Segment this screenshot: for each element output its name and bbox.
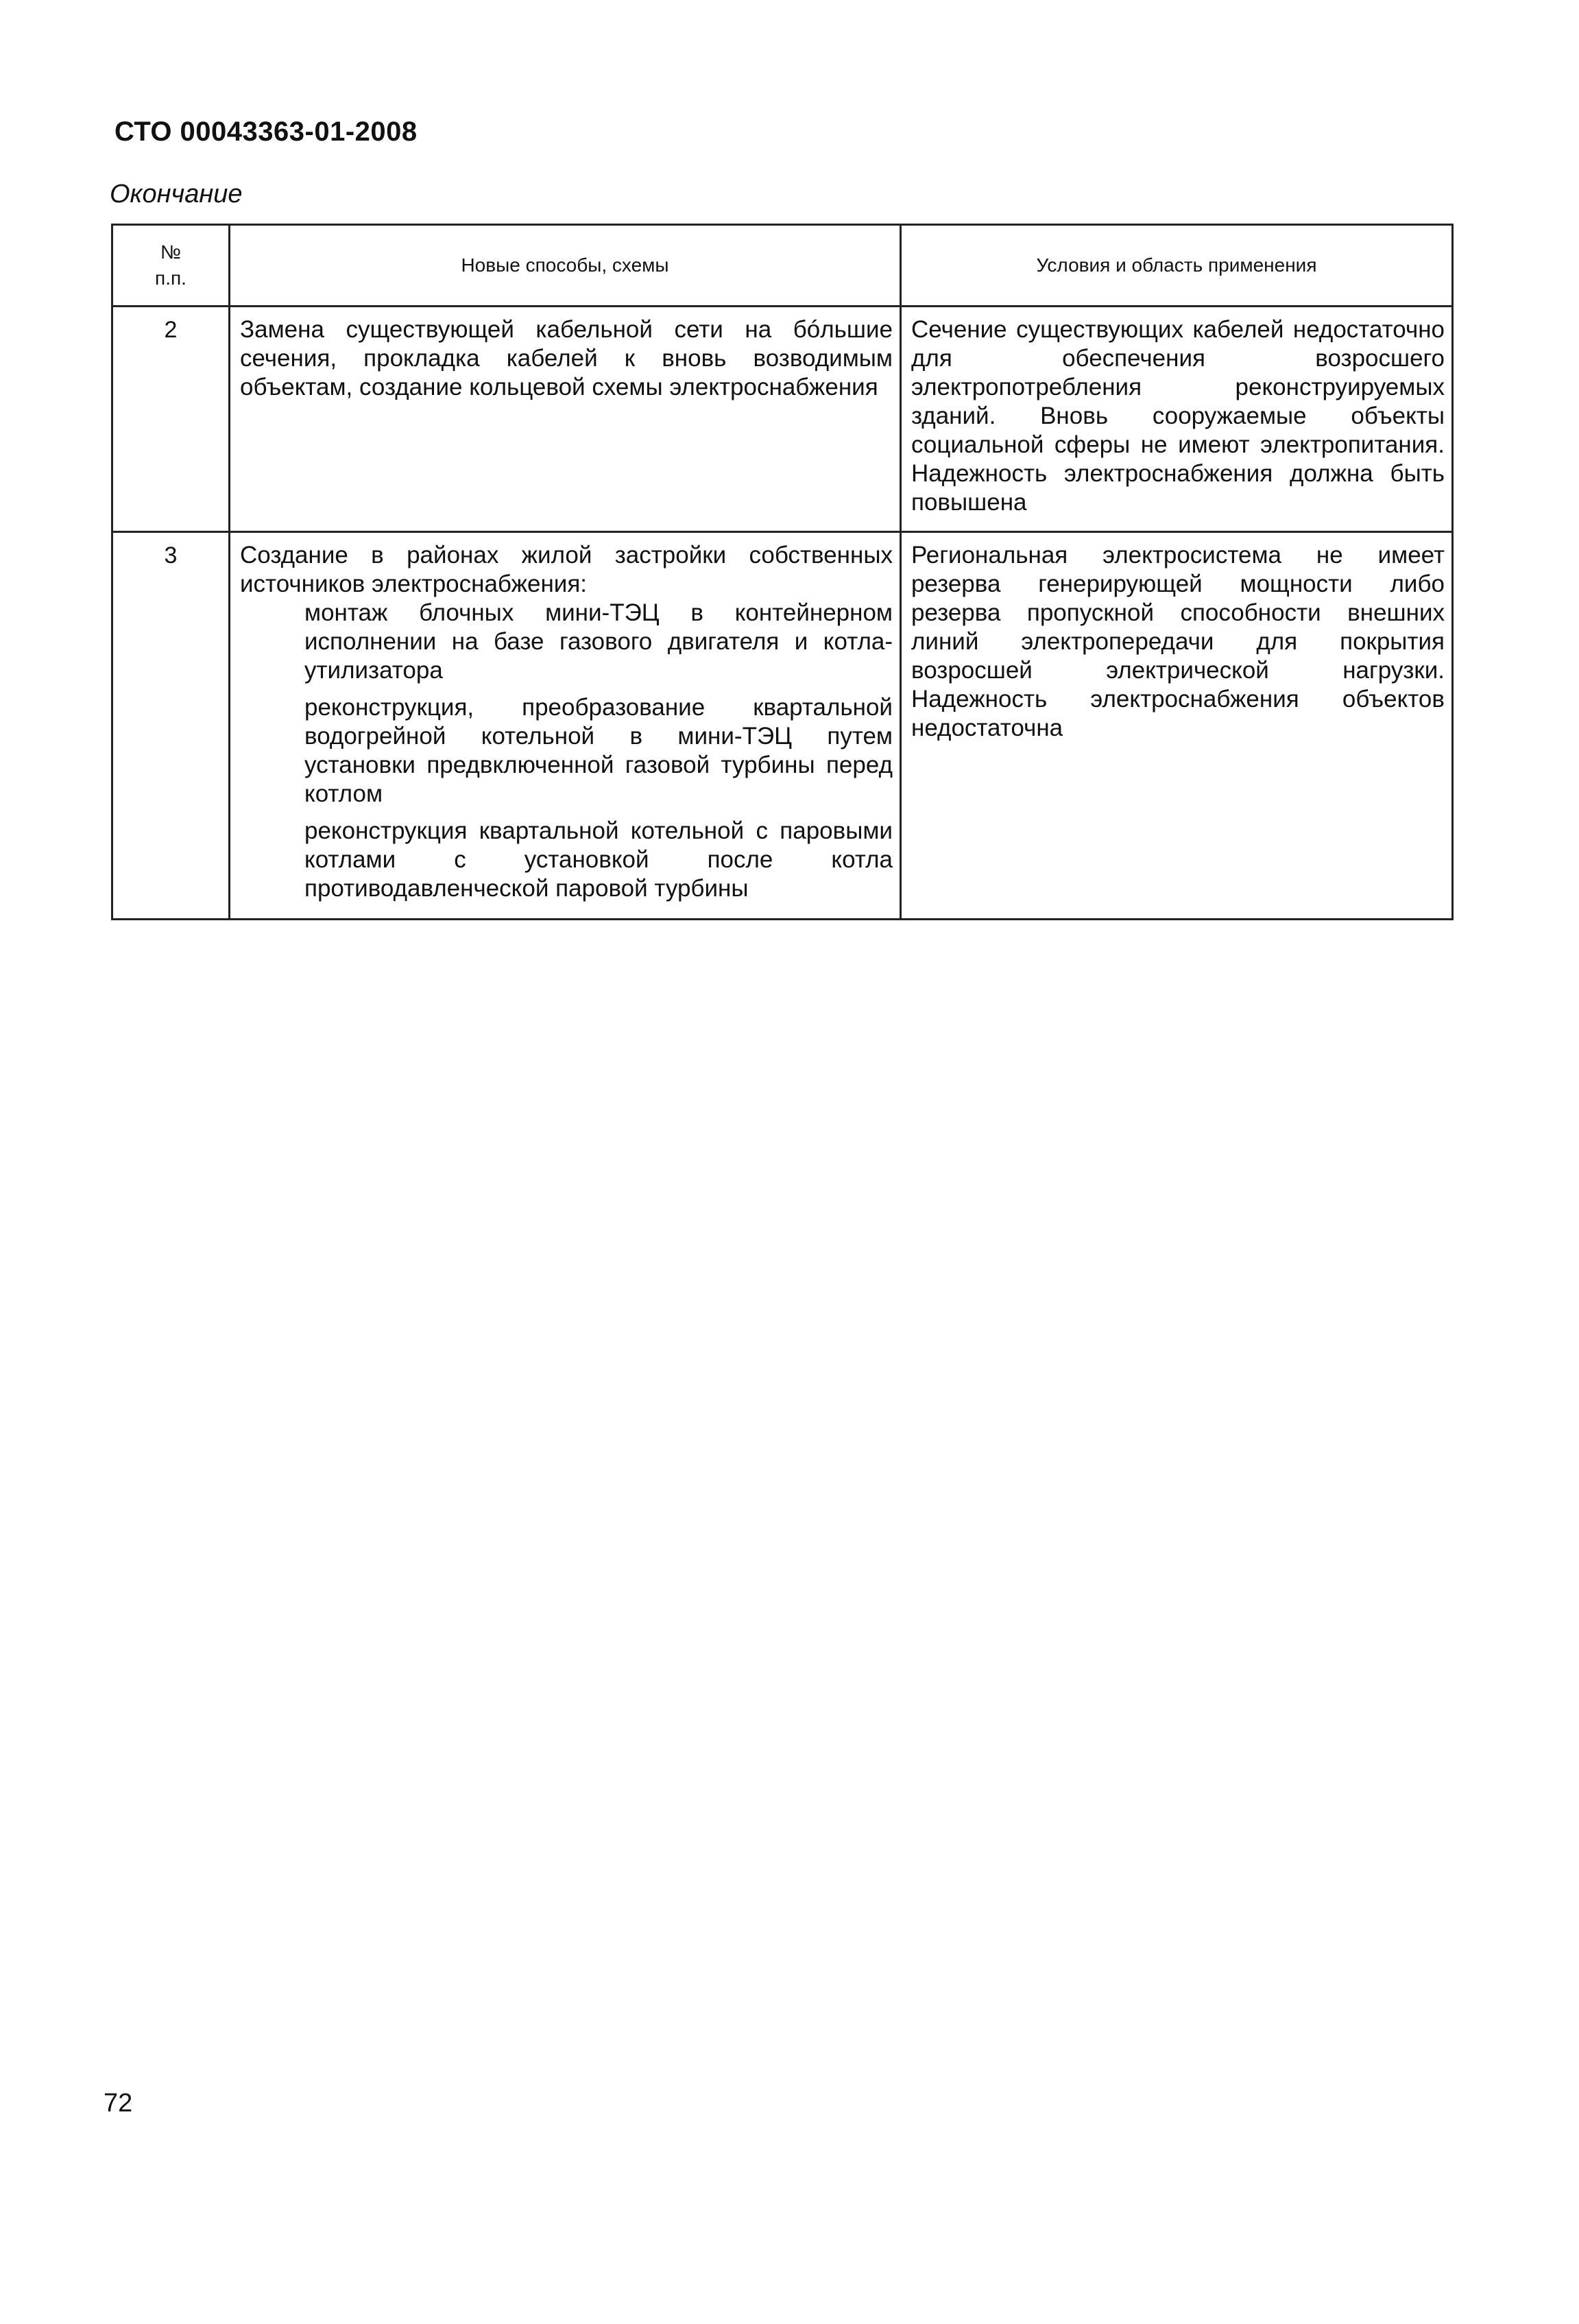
- header-methods: Новые способы, схемы: [230, 225, 901, 307]
- header-conditions: Условия и область применения: [901, 225, 1453, 307]
- row-num: 2: [112, 307, 230, 532]
- method-text: Замена существующей кабельной сети на бóльшие сечения, прокладка кабелей к вновь возводимым объектам, создание кольцевой схемы электроснабжения: [240, 316, 893, 400]
- header-num-label: № п.п.: [155, 241, 186, 289]
- row-conditions: Сечение существующих кабелей недостаточно для обеспечения возросшего электропотребления реконструируемых зданий. Вновь сооружаемые объекты социальной сферы не имеют электропитания. Надежность электроснабжения должна быть повышена: [901, 307, 1453, 532]
- row-conditions: Региональная электросистема не имеет резерва генерирующей мощности либо резерва пропускной способности внешних линий электропередачи для покрытия возросшей электрической нагрузки. Надежность электроснабжения объектов недостаточна: [901, 532, 1453, 920]
- method-subitem: реконструкция квартальной котельной с паровыми котлами с установкой после котла противодавленческой паровой турбины: [304, 817, 893, 902]
- table-row: [112, 307, 1453, 532]
- table-header-row: [112, 225, 1453, 307]
- header-num: [112, 225, 230, 307]
- method-subitem: реконструкция, преобразование квартальной водогрейной котельной в мини-ТЭЦ путем установки предвключенной газовой турбины перед котлом: [304, 694, 893, 807]
- table-continuation-label: Окончание: [110, 180, 243, 208]
- table-row: [112, 532, 1453, 920]
- row-methods: [230, 532, 901, 920]
- row-num: 3: [112, 532, 230, 920]
- page-number: 72: [104, 2089, 133, 2118]
- document-code: СТО 00043363-01-2008: [114, 117, 418, 147]
- row-methods: [230, 307, 901, 532]
- method-text: Создание в районах жилой застройки собственных источников электроснабжения:: [240, 542, 893, 597]
- method-subitem: монтаж блочных мини-ТЭЦ в контейнерном исполнении на базе газового двигателя и котла-утилизатора: [304, 599, 893, 684]
- methods-table: [111, 224, 1454, 920]
